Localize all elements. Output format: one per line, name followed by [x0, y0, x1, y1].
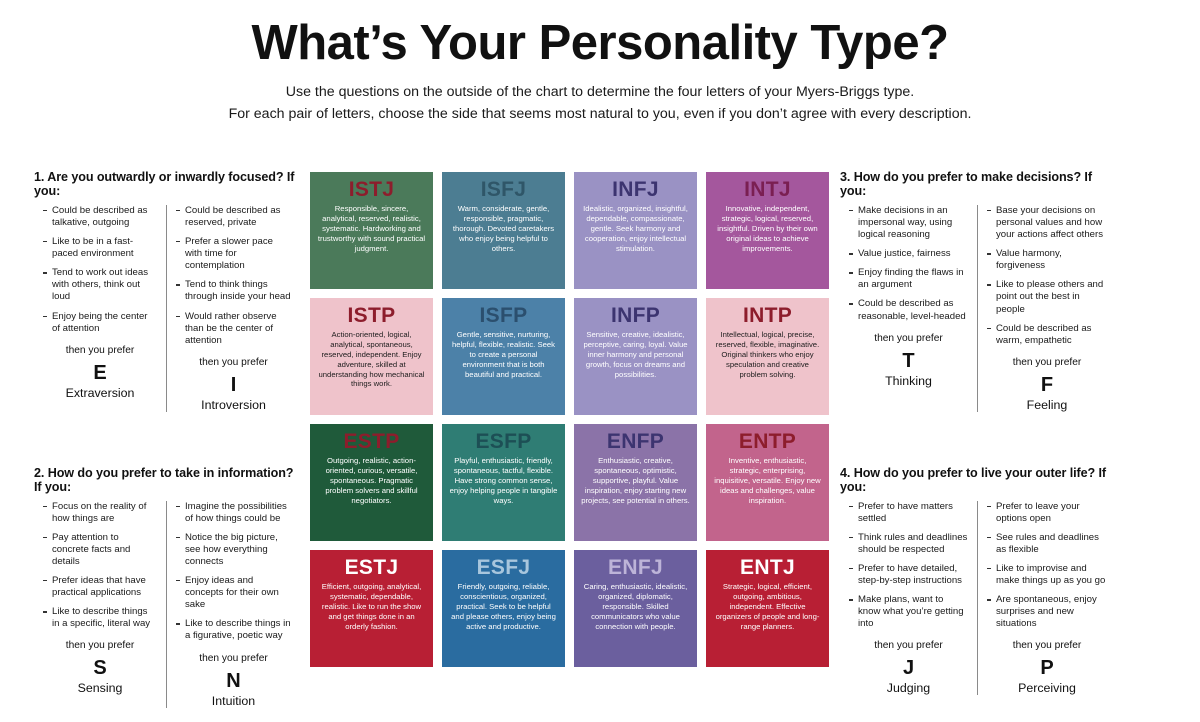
- left-question-column: [0, 170, 310, 722]
- preference-letter: T: [902, 349, 915, 372]
- then-you-prefer-label: then you prefer: [199, 356, 268, 368]
- bullet: Base your decisions on personal values and how your actions affect others: [987, 205, 1107, 241]
- bullet: Could be described as reserved, private: [176, 205, 291, 229]
- bullet: Could be described as reasonable, level-headed: [849, 298, 968, 322]
- type-cell-entp[interactable]: [706, 424, 829, 541]
- type-description: Inventive, enthusiastic, strategic, enterprising, inquisitive, versatile. Enjoy new ideas and challenges, value inspiration.: [714, 456, 821, 505]
- bullet: Like to improvise and make things up as you go: [987, 563, 1107, 587]
- type-cell-esfj[interactable]: [442, 550, 565, 667]
- preference-letter: N: [226, 669, 241, 692]
- then-you-prefer-label: then you prefer: [65, 640, 135, 652]
- question-3-left-option[interactable]: [840, 205, 978, 412]
- question-4-left-bullets: [849, 501, 968, 631]
- bullet: Like to please others and point out the best in people: [987, 279, 1107, 315]
- bullet: Notice the big picture, see how everything connects: [176, 532, 291, 568]
- preference-letter: J: [902, 657, 915, 680]
- bullet: Make plans, want to know what you’re getting into: [849, 594, 968, 630]
- preference-name: Intuition: [211, 693, 256, 708]
- type-cell-enfj[interactable]: [574, 550, 697, 667]
- question-3-right-option[interactable]: [978, 205, 1116, 412]
- bullet: Like to describe things in a specific, literal way: [43, 606, 157, 630]
- type-cell-isfj[interactable]: [442, 172, 565, 289]
- question-3-pair: [840, 205, 1116, 412]
- question-2-right-bullets: [176, 501, 291, 643]
- bullet: Prefer ideas that have practical applications: [43, 575, 157, 599]
- type-code: ESFP: [475, 430, 532, 453]
- type-code: ISTP: [347, 304, 396, 327]
- type-code: ISFP: [479, 304, 528, 327]
- chart-body: [0, 170, 1200, 708]
- preference-letter: F: [1040, 373, 1054, 396]
- question-4-left-option[interactable]: [840, 501, 978, 696]
- bullet: Enjoy being the center of attention: [43, 311, 157, 335]
- preference-letter: E: [93, 361, 107, 384]
- type-cell-intp[interactable]: [706, 298, 829, 415]
- question-2-pair: [34, 501, 300, 708]
- preference-name: Perceiving: [1018, 681, 1076, 696]
- preference-name: Thinking: [885, 373, 932, 388]
- question-block-2: [34, 466, 300, 708]
- question-1-title: 1. Are you outwardly or inwardly focused? If you:: [34, 170, 295, 198]
- preference-name: Extraversion: [65, 385, 135, 400]
- preference-letter: P: [1040, 657, 1054, 680]
- then-you-prefer-label: then you prefer: [874, 640, 943, 652]
- question-1-right-option[interactable]: [167, 205, 300, 412]
- bullet: Tend to work out ideas with others, think out loud: [43, 267, 157, 303]
- then-you-prefer-label: then you prefer: [1012, 640, 1082, 652]
- bullet: Think rules and deadlines should be respected: [849, 532, 968, 556]
- question-3-title: 3. How do you prefer to make decisions? If you:: [840, 170, 1092, 198]
- bullet: Are spontaneous, enjoy surprises and new situations: [987, 594, 1107, 630]
- type-cell-infj[interactable]: [574, 172, 697, 289]
- bullet: Make decisions in an impersonal way, using logical reasoning: [849, 205, 968, 241]
- bullet: Prefer to leave your options open: [987, 501, 1107, 525]
- type-code: INFJ: [612, 178, 659, 201]
- bullet: Prefer to have detailed, step-by-step instructions: [849, 563, 968, 587]
- question-block-1: [34, 170, 300, 412]
- question-block-3: [840, 170, 1116, 412]
- question-1-left-bullets: [43, 205, 157, 335]
- bullet: Enjoy ideas and concepts for their own sake: [176, 575, 291, 611]
- question-1-left-option[interactable]: [34, 205, 167, 412]
- type-grid-row: [310, 298, 830, 415]
- type-cell-intj[interactable]: [706, 172, 829, 289]
- type-grid-row: [310, 424, 830, 541]
- question-3-left-bullets: [849, 205, 968, 323]
- preference-name: Judging: [886, 681, 931, 696]
- question-2-right-option[interactable]: [167, 501, 300, 708]
- preference-letter: S: [93, 657, 107, 680]
- bullet: Imagine the possibilities of how things could be: [176, 501, 291, 525]
- question-block-4: [840, 466, 1116, 696]
- question-2-title: 2. How do you prefer to take in information? If you:: [34, 465, 294, 494]
- question-2-left-bullets: [43, 501, 157, 631]
- type-description: Efficient, outgoing, analytical, systematic, dependable, realistic. Like to run the show and get things done in an orderly fashion.: [321, 582, 422, 631]
- bullet: Like to be in a fast-paced environment: [43, 236, 157, 260]
- page-title: What’s Your Personality Type?: [251, 16, 949, 70]
- type-code: ESFJ: [476, 556, 531, 579]
- bullet: Enjoy finding the flaws in an argument: [849, 267, 968, 291]
- type-description: Responsible, sincere, analytical, reserved, realistic, systematic. Hardworking and trustworthy with sound practical judgment.: [317, 204, 426, 253]
- question-3-right-bullets: [987, 205, 1107, 347]
- personality-type-chart: [0, 16, 1200, 708]
- type-code: ENFJ: [608, 556, 663, 579]
- type-code: INTJ: [744, 178, 791, 201]
- type-description: Friendly, outgoing, reliable, conscientious, organized, practical. Seek to be helpful and please others, enjoy being active and productive.: [451, 582, 556, 631]
- type-code: ENTP: [738, 430, 797, 453]
- type-code: INFP: [610, 304, 661, 327]
- type-code: ESTJ: [344, 556, 399, 579]
- then-you-prefer-label: then you prefer: [874, 332, 943, 344]
- preference-letter: I: [230, 373, 237, 396]
- type-description: Playful, enthusiastic, friendly, spontaneous, tactful, flexible. Have strong common sense, enjoy helping people in tangible ways.: [449, 456, 558, 505]
- preference-name: Feeling: [1026, 397, 1068, 412]
- page-subtitle: [160, 81, 1040, 125]
- type-description: Strategic, logical, efficient, outgoing, ambitious, independent. Effective organizers of people and long-range planners.: [715, 582, 820, 631]
- type-description: Enthusiastic, creative, spontaneous, optimistic, supportive, playful. Value inspiration, enjoy starting new projects, see potential in others.: [581, 456, 690, 505]
- bullet: Value harmony, forgiveness: [987, 248, 1107, 272]
- type-cell-entj[interactable]: [706, 550, 829, 667]
- bullet: Tend to think things through inside your head: [176, 279, 291, 303]
- bullet: Could be described as warm, empathetic: [987, 323, 1107, 347]
- question-2-left-option[interactable]: [34, 501, 167, 708]
- bullet: Prefer a slower pace with time for contemplation: [176, 236, 291, 272]
- type-description: Sensitive, creative, idealistic, perceptive, caring, loyal. Value inner harmony and personal growth, focus on dreams and possibilities.: [583, 330, 688, 379]
- bullet: Could be described as talkative, outgoing: [43, 205, 157, 229]
- type-cell-infp[interactable]: [574, 298, 697, 415]
- question-1-pair: [34, 205, 300, 412]
- type-cell-estp[interactable]: [310, 424, 433, 541]
- right-question-column: [830, 170, 1140, 709]
- type-description: Intellectual, logical, precise, reserved, flexible, imaginative. Original thinkers who enjoy speculation and creative problem solving.: [715, 330, 820, 379]
- type-cell-enfp[interactable]: [574, 424, 697, 541]
- preference-name: Introversion: [201, 397, 266, 412]
- then-you-prefer-label: then you prefer: [1012, 356, 1082, 368]
- type-description: Innovative, independent, strategic, logical, reserved, insightful. Driven by their own original ideas to achieve improvements.: [717, 204, 818, 253]
- question-1-right-bullets: [176, 205, 291, 347]
- question-4-title: 4. How do you prefer to live your outer life? If you:: [840, 465, 1106, 494]
- bullet: Pay attention to concrete facts and details: [43, 532, 157, 568]
- subtitle-line-1: Use the questions on the outside of the chart to determine the four letters of your Myers-Briggs type.: [285, 84, 915, 101]
- type-description: Action-oriented, logical, analytical, spontaneous, reserved, independent. Enjoy adventure, skilled at understanding how mechanical things work.: [318, 330, 425, 389]
- type-description: Caring, enthusiastic, idealistic, organized, diplomatic, responsible. Skilled communicators who value connection with people.: [583, 582, 688, 631]
- question-4-right-bullets: [987, 501, 1107, 631]
- type-cell-istp[interactable]: [310, 298, 433, 415]
- bullet: Prefer to have matters settled: [849, 501, 968, 525]
- type-grid-row: [310, 172, 830, 289]
- type-code: ENTJ: [740, 556, 795, 579]
- bullet: Like to describe things in a figurative, poetic way: [176, 618, 291, 642]
- type-description: Outgoing, realistic, action-oriented, curious, versatile, spontaneous. Pragmatic problem solvers and skillful negotiators.: [325, 456, 418, 505]
- type-grid-row: [310, 550, 830, 667]
- bullet: Focus on the reality of how things are: [43, 501, 157, 525]
- subtitle-line-2: For each pair of letters, choose the side that seems most natural to you, even if you don’t agree with every description.: [228, 106, 972, 123]
- type-description: Warm, considerate, gentle, responsible, pragmatic, thorough. Devoted caretakers who enjoy being helpful to others.: [452, 204, 555, 253]
- type-cell-istj[interactable]: [310, 172, 433, 289]
- question-4-right-option[interactable]: [978, 501, 1116, 696]
- then-you-prefer-label: then you prefer: [199, 652, 268, 664]
- preference-name: Sensing: [77, 681, 123, 696]
- type-cell-isfp[interactable]: [442, 298, 565, 415]
- type-cell-estj[interactable]: [310, 550, 433, 667]
- type-code: ISTJ: [348, 178, 395, 201]
- type-cell-esfp[interactable]: [442, 424, 565, 541]
- question-4-pair: [840, 501, 1116, 696]
- type-code: ESTP: [343, 430, 400, 453]
- type-code: ISFJ: [480, 178, 527, 201]
- bullet: Would rather observe than be the center of attention: [176, 311, 291, 347]
- bullet: See rules and deadlines as flexible: [987, 532, 1107, 556]
- type-description: Gentle, sensitive, nurturing, helpful, flexible, realistic. Seek to create a personal environment that is both beautiful and practical.: [452, 330, 555, 379]
- then-you-prefer-label: then you prefer: [65, 344, 135, 356]
- type-code: ENFP: [606, 430, 665, 453]
- type-grid: [310, 170, 830, 667]
- bullet: Value justice, fairness: [849, 248, 968, 260]
- type-description: Idealistic, organized, insightful, dependable, compassionate, gentle. Seek harmony and cooperation, enjoy intellectual stimulation.: [583, 204, 688, 253]
- type-code: INTP: [742, 304, 793, 327]
